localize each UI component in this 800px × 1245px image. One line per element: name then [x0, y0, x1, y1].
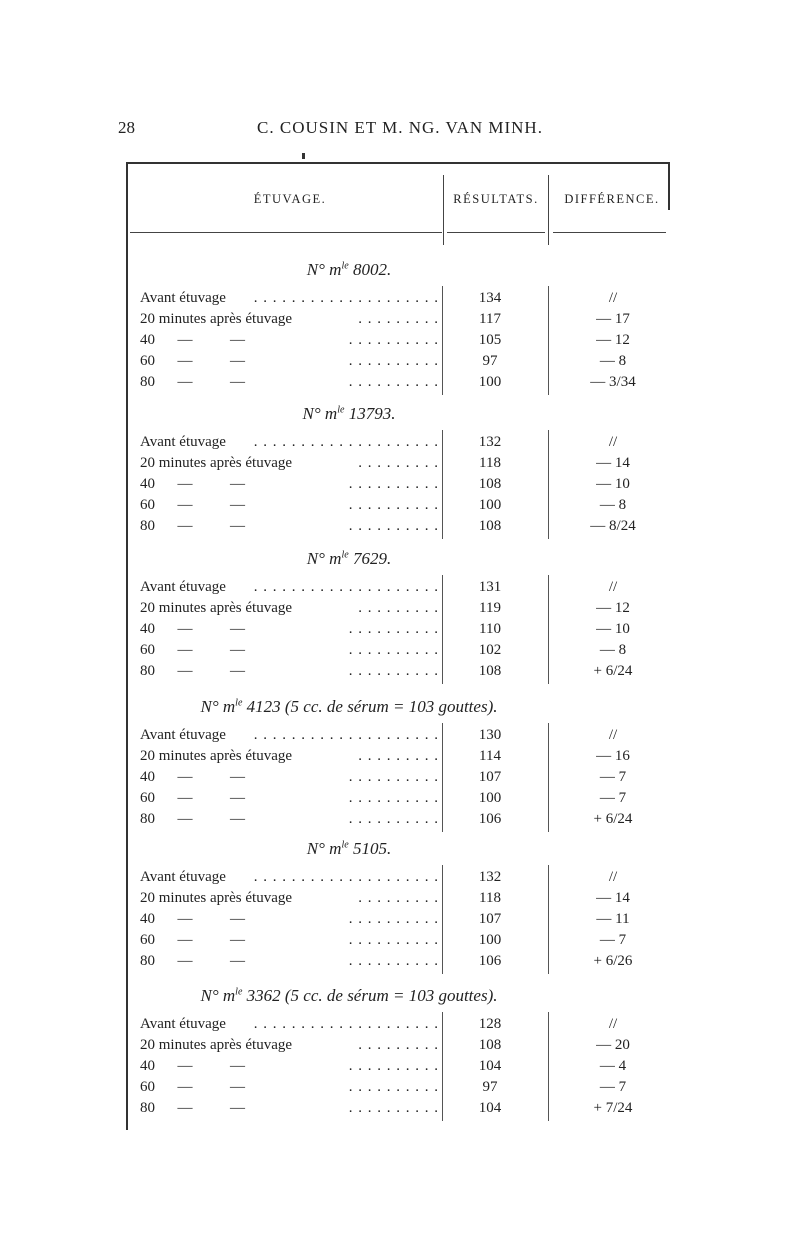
leader-dots: . . . . . . . . . . . . . . . . . . . .: [253, 869, 439, 885]
result-cell: 132: [478, 869, 502, 885]
header-separator: [443, 175, 444, 245]
table-row: [0, 890, 800, 910]
row-label: Avant étuvage: [140, 1016, 226, 1032]
leader-dots: . . . . . . . . . .: [348, 769, 439, 785]
difference-cell: //: [608, 290, 618, 306]
row-label: 60 — —: [140, 497, 245, 513]
header-dot: [302, 153, 305, 159]
table-row: [0, 497, 800, 517]
leader-dots: . . . . . . . . . .: [348, 1058, 439, 1074]
table-row: [0, 518, 800, 538]
difference-cell: — 7: [599, 769, 627, 785]
table-top-rule: [126, 162, 670, 164]
leader-dots: . . . . . . . . . . . . . . . . . . . .: [253, 579, 439, 595]
section-title-superscript: le: [235, 697, 243, 709]
row-label: Avant étuvage: [140, 579, 226, 595]
section-title: [126, 986, 572, 1006]
difference-cell: — 11: [596, 911, 630, 927]
row-label: 20 minutes après étuvage: [140, 890, 293, 906]
running-title: C. COUSIN ET M. NG. VAN MINH.: [257, 118, 543, 137]
result-cell: 130: [478, 727, 502, 743]
section-title-number: 7629.: [348, 549, 392, 568]
table-row: [0, 727, 800, 747]
row-label: 40 — —: [140, 332, 245, 348]
leader-dots: . . . . . . . . . .: [348, 1079, 439, 1095]
leader-dots: . . . . . . . . . .: [348, 811, 439, 827]
table-row: [0, 600, 800, 620]
result-cell: 118: [479, 890, 501, 906]
section-title-superscript: le: [235, 986, 243, 998]
table-row: [0, 1058, 800, 1078]
difference-cell: — 20: [596, 1037, 630, 1053]
table-row: [0, 579, 800, 599]
table-row: [0, 642, 800, 662]
leader-dots: . . . . . . . . . .: [348, 1100, 439, 1116]
section-title-number: 3362 (5 cc. de sérum = 103 gouttes).: [242, 986, 498, 1005]
result-cell: 108: [478, 663, 502, 679]
table-row: [0, 353, 800, 373]
table-row: [0, 1079, 800, 1099]
section-title-prefix: N° m: [306, 260, 342, 279]
section-title: [126, 697, 572, 717]
row-label: 40 — —: [140, 1058, 245, 1074]
table-row: [0, 911, 800, 931]
difference-cell: — 17: [596, 311, 630, 327]
difference-cell: — 12: [596, 600, 630, 616]
difference-cell: //: [608, 1016, 618, 1032]
row-label: 60 — —: [140, 1079, 245, 1095]
leader-dots: . . . . . . . . . . . . . . . . . . . .: [253, 290, 439, 306]
result-cell: 100: [478, 790, 502, 806]
row-label: Avant étuvage: [140, 869, 226, 885]
table-row: [0, 374, 800, 394]
table-row: [0, 621, 800, 641]
row-label: 20 minutes après étuvage: [140, 455, 293, 471]
difference-cell: — 14: [596, 455, 630, 471]
difference-cell: //: [608, 579, 618, 595]
leader-dots: . . . . . . . . .: [358, 748, 439, 764]
result-cell: 104: [478, 1058, 502, 1074]
result-cell: 108: [478, 518, 502, 534]
difference-cell: — 4: [599, 1058, 627, 1074]
table-row: [0, 455, 800, 475]
difference-cell: — 14: [596, 890, 630, 906]
row-label: 40 — —: [140, 769, 245, 785]
result-cell: 107: [478, 911, 502, 927]
row-label: 80 — —: [140, 518, 245, 534]
result-cell: 118: [479, 455, 501, 471]
row-label: 40 — —: [140, 476, 245, 492]
result-cell: 117: [479, 311, 501, 327]
difference-cell: + 6/26: [593, 953, 633, 969]
result-cell: 100: [478, 374, 502, 390]
leader-dots: . . . . . . . . . .: [348, 374, 439, 390]
leader-dots: . . . . . . . . . .: [348, 790, 439, 806]
table-row: [0, 476, 800, 496]
section-title-superscript: le: [341, 839, 349, 851]
row-label: 20 minutes après étuvage: [140, 311, 293, 327]
row-label: 20 minutes après étuvage: [140, 748, 293, 764]
difference-cell: //: [608, 869, 618, 885]
row-label: 80 — —: [140, 811, 245, 827]
difference-cell: — 8: [599, 353, 627, 369]
row-label: 80 — —: [140, 374, 245, 390]
row-label: 80 — —: [140, 1100, 245, 1116]
result-cell: 108: [478, 476, 502, 492]
result-cell: 110: [479, 621, 501, 637]
table-row: [0, 869, 800, 889]
leader-dots: . . . . . . . . . .: [348, 518, 439, 534]
result-cell: 102: [478, 642, 502, 658]
difference-cell: — 8: [599, 642, 627, 658]
result-cell: 119: [479, 600, 501, 616]
leader-dots: . . . . . . . . . .: [348, 642, 439, 658]
difference-cell: + 7/24: [593, 1100, 633, 1116]
table-row: [0, 663, 800, 683]
table-row: [0, 290, 800, 310]
header-rule: [447, 232, 545, 233]
row-label: 80 — —: [140, 953, 245, 969]
section-title-prefix: N° m: [302, 404, 338, 423]
header-rule: [553, 232, 666, 233]
section-title-superscript: le: [341, 260, 349, 272]
table-row: [0, 1016, 800, 1036]
difference-cell: — 12: [596, 332, 630, 348]
leader-dots: . . . . . . . . . .: [348, 663, 439, 679]
section-title-number: 4123 (5 cc. de sérum = 103 gouttes).: [242, 697, 498, 716]
result-cell: 97: [482, 1079, 498, 1095]
row-label: 60 — —: [140, 932, 245, 948]
row-label: Avant étuvage: [140, 434, 226, 450]
result-cell: 107: [478, 769, 502, 785]
difference-cell: + 6/24: [593, 811, 633, 827]
table-row: [0, 790, 800, 810]
leader-dots: . . . . . . . . .: [358, 1037, 439, 1053]
leader-dots: . . . . . . . . . .: [348, 476, 439, 492]
table-row: [0, 311, 800, 331]
difference-cell: //: [608, 727, 618, 743]
table-row: [0, 1037, 800, 1057]
result-cell: 105: [478, 332, 502, 348]
section-title-prefix: N° m: [200, 986, 236, 1005]
table-row: [0, 811, 800, 831]
row-label: 40 — —: [140, 621, 245, 637]
row-label: 80 — —: [140, 663, 245, 679]
table-row: [0, 434, 800, 454]
leader-dots: . . . . . . . . . .: [348, 621, 439, 637]
section-title: [126, 404, 572, 424]
leader-dots: . . . . . . . . . .: [348, 497, 439, 513]
row-label: 20 minutes après étuvage: [140, 1037, 293, 1053]
column-header-resultats: RÉSULTATS.: [453, 192, 539, 206]
section-title: [126, 549, 572, 569]
difference-cell: — 8/24: [590, 518, 636, 534]
header-separator: [548, 175, 549, 245]
difference-cell: — 10: [596, 476, 630, 492]
result-cell: 100: [478, 932, 502, 948]
result-cell: 106: [478, 811, 502, 827]
result-cell: 104: [478, 1100, 502, 1116]
row-label: 60 — —: [140, 353, 245, 369]
section-title-superscript: le: [337, 404, 345, 416]
row-label: Avant étuvage: [140, 290, 226, 306]
leader-dots: . . . . . . . . . . . . . . . . . . . .: [253, 1016, 439, 1032]
section-title-prefix: N° m: [200, 697, 236, 716]
table-row: [0, 953, 800, 973]
difference-cell: + 6/24: [593, 663, 633, 679]
table-row: [0, 769, 800, 789]
leader-dots: . . . . . . . . .: [358, 890, 439, 906]
result-cell: 108: [478, 1037, 502, 1053]
table-right-rule: [668, 162, 670, 210]
difference-cell: — 7: [599, 932, 627, 948]
result-cell: 97: [482, 353, 498, 369]
section-title-prefix: N° m: [306, 839, 342, 858]
leader-dots: . . . . . . . . . .: [348, 332, 439, 348]
result-cell: 134: [478, 290, 502, 306]
difference-cell: — 16: [596, 748, 630, 764]
row-label: 60 — —: [140, 790, 245, 806]
difference-cell: — 10: [596, 621, 630, 637]
result-cell: 128: [478, 1016, 502, 1032]
result-cell: 100: [478, 497, 502, 513]
page-number: 28: [118, 118, 135, 137]
section-title-superscript: le: [341, 549, 349, 561]
difference-cell: — 7: [599, 790, 627, 806]
section-title-number: 5105.: [348, 839, 392, 858]
leader-dots: . . . . . . . . . .: [348, 353, 439, 369]
table-row: [0, 1100, 800, 1120]
row-label: 40 — —: [140, 911, 245, 927]
leader-dots: . . . . . . . . .: [358, 455, 439, 471]
leader-dots: . . . . . . . . .: [358, 600, 439, 616]
table-row: [0, 332, 800, 352]
table-row: [0, 932, 800, 952]
section-title: [126, 839, 572, 859]
header-rule: [130, 232, 442, 233]
row-label: Avant étuvage: [140, 727, 226, 743]
difference-cell: — 7: [599, 1079, 627, 1095]
result-cell: 114: [479, 748, 501, 764]
column-header-etuvage: ÉTUVAGE.: [253, 192, 327, 206]
leader-dots: . . . . . . . . . . . . . . . . . . . .: [253, 727, 439, 743]
difference-cell: — 3/34: [590, 374, 636, 390]
difference-cell: — 8: [599, 497, 627, 513]
row-label: 60 — —: [140, 642, 245, 658]
row-label: 20 minutes après étuvage: [140, 600, 293, 616]
leader-dots: . . . . . . . . .: [358, 311, 439, 327]
section-title-number: 13793.: [344, 404, 396, 423]
leader-dots: . . . . . . . . . .: [348, 911, 439, 927]
result-cell: 132: [478, 434, 502, 450]
leader-dots: . . . . . . . . . .: [348, 953, 439, 969]
section-title-number: 8002.: [348, 260, 392, 279]
section-title: [126, 260, 572, 280]
section-title-prefix: N° m: [306, 549, 342, 568]
leader-dots: . . . . . . . . . .: [348, 932, 439, 948]
table-row: [0, 748, 800, 768]
leader-dots: . . . . . . . . . . . . . . . . . . . .: [253, 434, 439, 450]
result-cell: 131: [478, 579, 502, 595]
difference-cell: //: [608, 434, 618, 450]
result-cell: 106: [478, 953, 502, 969]
column-header-difference: DIFFÉRENCE.: [564, 192, 660, 206]
